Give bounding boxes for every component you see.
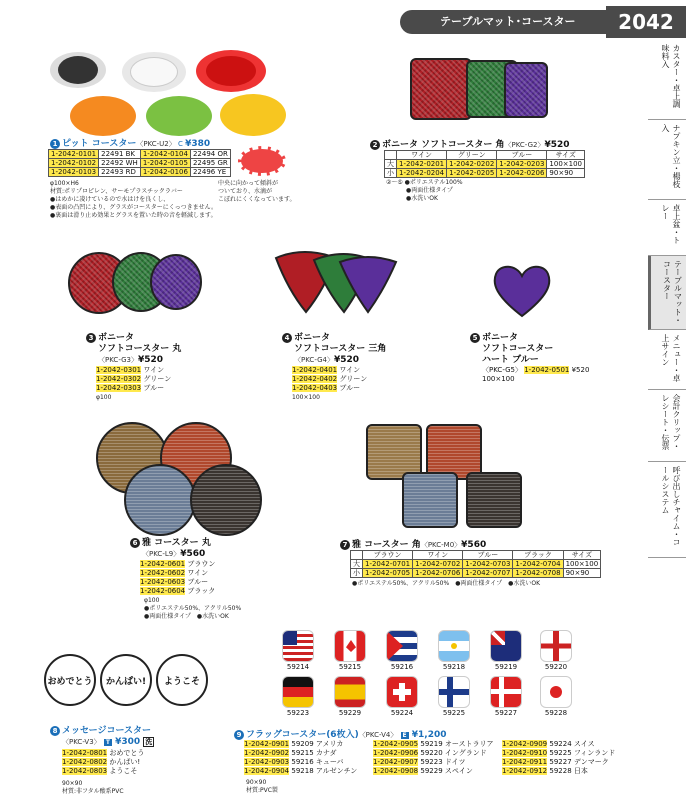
table-row bbox=[351, 560, 601, 569]
sidebar-item-label: 卓上盆・トレー bbox=[661, 204, 681, 244]
sku: 1-2042-0905 bbox=[373, 740, 419, 748]
item4-title bbox=[282, 333, 386, 366]
item-name: ボニータ bbox=[98, 333, 135, 343]
table-header: ブラウン bbox=[363, 551, 413, 560]
item9-notes bbox=[246, 779, 278, 795]
item1-notes bbox=[50, 180, 217, 220]
message-youkoso: ようこそ bbox=[156, 654, 208, 706]
item1-note: ●裏面は滑り止め効果とグラスを置いた時の音を軽減します。 bbox=[50, 212, 217, 219]
item-name: ボニータ bbox=[482, 333, 519, 343]
item-code: 〈PKC-G2〉 bbox=[504, 141, 545, 149]
flag-code: 59220 bbox=[544, 663, 568, 671]
table-cell: 90×90 bbox=[563, 569, 601, 578]
table-cell: 小 bbox=[385, 169, 397, 178]
item5-row bbox=[482, 366, 589, 384]
note-line: ●ポリエステル50%、アクリル50% bbox=[144, 605, 242, 612]
sku: 1-2042-0302 bbox=[96, 375, 142, 383]
table-cell: 1-2042-0701 bbox=[363, 560, 413, 569]
flag-coaster bbox=[334, 676, 366, 708]
item1-note: ●表面の凸凹により、グラスがコースターにくっつきません。 bbox=[50, 204, 217, 211]
coaster-ye bbox=[220, 94, 286, 136]
item-price: ¥380 bbox=[185, 139, 211, 149]
variant: ブルー bbox=[187, 578, 209, 586]
table-row bbox=[351, 569, 601, 578]
sku: 1-2042-0802 bbox=[62, 758, 108, 766]
coaster-blue-square bbox=[504, 62, 548, 118]
item-price: ¥1,200 bbox=[411, 730, 447, 740]
flag-code: 59214 bbox=[286, 663, 310, 671]
item1-material: 材質:ポリプロピレン、サーモプラスチックラバー bbox=[50, 188, 183, 195]
table-cell: 1-2042-0707 bbox=[463, 569, 513, 578]
table-cell: 1-2042-0204 bbox=[397, 169, 447, 178]
table-header: ブルー bbox=[463, 551, 513, 560]
sidebar-item-caster[interactable] bbox=[648, 40, 686, 120]
item7-notes: ●ポリエステル50%、アクリル50% ●両面仕様タイプ ●水洗いOK bbox=[352, 580, 541, 587]
flag-detail bbox=[387, 631, 403, 661]
item-code: 〈PKC-L9〉 bbox=[142, 550, 181, 558]
flag-detail bbox=[283, 631, 297, 645]
item7-title bbox=[340, 537, 486, 550]
table-cell: 1-2042-0206 bbox=[497, 169, 547, 178]
variant: 59219 オーストラリア bbox=[420, 740, 494, 748]
flag-detail bbox=[447, 677, 453, 707]
item-price: ¥520 bbox=[544, 140, 570, 150]
table-header: サイズ bbox=[563, 551, 601, 560]
table-cell: 100×100 bbox=[547, 160, 585, 169]
table-cell: 1-2042-0205 bbox=[447, 169, 497, 178]
item2-table bbox=[384, 150, 585, 178]
sku: 1-2042-0912 bbox=[502, 767, 548, 775]
side-note-line: ついており、水滴が bbox=[218, 188, 273, 195]
coaster-detail bbox=[238, 146, 286, 176]
flag-coaster bbox=[540, 676, 572, 708]
sidebar-item-chime[interactable] bbox=[648, 462, 686, 558]
item-number: 5 bbox=[470, 333, 480, 343]
sku: 1-2042-0603 bbox=[140, 578, 186, 586]
variant: ブラック bbox=[187, 587, 216, 595]
sku: 1-2042-0604 bbox=[140, 587, 186, 595]
flag-detail bbox=[491, 689, 521, 694]
note-line: ●両面仕様タイプ ●水洗いOK bbox=[144, 613, 229, 620]
variant: グリーン bbox=[143, 375, 172, 383]
table-cell: 1-2042-0102 bbox=[49, 159, 99, 168]
item3-size: φ100 bbox=[96, 394, 112, 401]
item-sku: 1-2042-0501 bbox=[524, 366, 570, 374]
flag-detail bbox=[550, 686, 562, 698]
item-number: 2 bbox=[370, 140, 380, 150]
flag-code: 59224 bbox=[390, 709, 414, 717]
variant: 59216 キューバ bbox=[291, 758, 344, 766]
page-header bbox=[0, 0, 686, 38]
variant: 59224 スイス bbox=[549, 740, 595, 748]
variant: ブルー bbox=[339, 384, 361, 392]
note-line: ●両面仕様タイプ bbox=[406, 187, 453, 194]
page-number: 2042 bbox=[606, 6, 686, 38]
item1-spec: φ100×H6 bbox=[50, 180, 79, 187]
sku: 1-2042-0902 bbox=[244, 749, 290, 757]
flag-coaster bbox=[386, 630, 418, 662]
sku: 1-2042-0903 bbox=[244, 758, 290, 766]
table-cell: 22493 RD bbox=[99, 168, 141, 177]
variant: 59209 アメリカ bbox=[291, 740, 344, 748]
item8-rows bbox=[62, 749, 144, 776]
list-item bbox=[373, 758, 498, 767]
item1-title: 1 ピット コースター〈PKC-U2〉 C ¥380 bbox=[50, 136, 210, 149]
list-item bbox=[140, 587, 215, 596]
sku: 1-2042-0803 bbox=[62, 767, 108, 775]
item3-rows bbox=[96, 366, 171, 393]
table-cell: 1-2042-0703 bbox=[463, 560, 513, 569]
table-row bbox=[49, 168, 231, 177]
table-cell: 大 bbox=[385, 160, 397, 169]
item-price: ¥560 bbox=[461, 540, 487, 550]
sku: 1-2042-0904 bbox=[244, 767, 290, 775]
sku: 1-2042-0401 bbox=[292, 366, 338, 374]
table-cell: 22494 OR bbox=[190, 150, 230, 159]
table-cell: 1-2042-0203 bbox=[497, 160, 547, 169]
item-code: 〈PKC-U2〉 bbox=[136, 140, 176, 148]
list-item bbox=[502, 749, 627, 758]
table-cell: 1-2042-0104 bbox=[140, 150, 190, 159]
flag-coaster bbox=[386, 676, 418, 708]
sku: 1-2042-0801 bbox=[62, 749, 108, 757]
item3-title bbox=[86, 333, 181, 366]
note-line: φ100 bbox=[144, 597, 160, 604]
variant: 59220 イングランド bbox=[420, 749, 487, 757]
list-item bbox=[140, 560, 215, 569]
variant: おめでとう bbox=[109, 749, 145, 757]
item9-rows bbox=[244, 740, 627, 776]
sidebar-item-napkin[interactable] bbox=[648, 120, 686, 200]
table-header: ブルー bbox=[497, 151, 547, 160]
list-item bbox=[244, 740, 369, 749]
item-number: 3 bbox=[86, 333, 96, 343]
item-number: 6 bbox=[130, 538, 140, 548]
variant: ワイン bbox=[339, 366, 361, 374]
sku: 1-2042-0907 bbox=[373, 758, 419, 766]
note-line: 材質:PVC製 bbox=[246, 787, 278, 794]
item4-size: 100×100 bbox=[292, 394, 320, 401]
list-item bbox=[292, 375, 367, 384]
wash-icon: 洗 bbox=[145, 738, 153, 746]
item4-rows bbox=[292, 366, 367, 393]
variant: グリーン bbox=[339, 375, 368, 383]
note-line: 材質:非フタル酸系PVC bbox=[62, 788, 124, 795]
list-item bbox=[140, 569, 215, 578]
flag-coaster bbox=[438, 676, 470, 708]
flag-code: 59228 bbox=[544, 709, 568, 717]
list-item bbox=[502, 767, 627, 776]
variant: 59215 カナダ bbox=[291, 749, 337, 757]
list-item bbox=[244, 749, 369, 758]
table-cell: 22492 WH bbox=[99, 159, 141, 168]
round-blue bbox=[150, 254, 202, 310]
item4-image bbox=[274, 250, 400, 320]
table-cell: 1-2042-0202 bbox=[447, 160, 497, 169]
table-row bbox=[385, 160, 585, 169]
item2-title bbox=[370, 137, 570, 150]
table-header: ワイン bbox=[413, 551, 463, 560]
item-code: 〈PKC-G5〉 bbox=[482, 366, 522, 374]
item-name: ボニータ bbox=[294, 333, 331, 343]
table-header: ワイン bbox=[397, 151, 447, 160]
coaster-wine-square bbox=[410, 58, 472, 120]
table-header bbox=[385, 151, 397, 160]
table-cell: 1-2042-0705 bbox=[363, 569, 413, 578]
sidebar-item-label: ナプキン立・楊枝入 bbox=[661, 124, 681, 188]
flag-coaster bbox=[334, 630, 366, 662]
sidebar-item-tray[interactable] bbox=[648, 200, 686, 256]
sku: 1-2042-0601 bbox=[140, 560, 186, 568]
item1-side-note bbox=[218, 180, 296, 204]
sidebar-item-label: 会計クリップ・レシート・伝票 bbox=[661, 394, 681, 450]
item-number: 1 bbox=[50, 139, 60, 149]
list-item bbox=[373, 740, 498, 749]
item-name-sub: ソフトコースター 丸 bbox=[98, 344, 182, 354]
table-header: ブラック bbox=[513, 551, 563, 560]
item8-title bbox=[50, 726, 154, 748]
flag-code: 59219 bbox=[494, 663, 518, 671]
flag-detail bbox=[393, 689, 411, 695]
flag-coaster bbox=[540, 630, 572, 662]
miyabi-black bbox=[190, 464, 262, 536]
variant: 59228 日本 bbox=[549, 767, 588, 775]
coaster-gr bbox=[146, 96, 212, 136]
item-number: 4 bbox=[282, 333, 292, 343]
note-line: 90×90 bbox=[246, 779, 267, 786]
table-cell: 22491 BK bbox=[99, 150, 141, 159]
item-price: ¥300 bbox=[115, 737, 141, 747]
sidebar-item-menu[interactable] bbox=[648, 330, 686, 390]
item-number: 7 bbox=[340, 540, 350, 550]
coaster-bk bbox=[50, 52, 106, 88]
variant: 59225 フィンランド bbox=[549, 749, 616, 757]
sku: 1-2042-0908 bbox=[373, 767, 419, 775]
variant: かんぱい! bbox=[109, 758, 141, 766]
item-name: フラッグコースター(6枚入) bbox=[246, 730, 359, 740]
item5-title bbox=[470, 333, 553, 366]
flag-code: 59218 bbox=[442, 663, 466, 671]
item-name-sub: ソフトコースター 三角 bbox=[294, 344, 387, 354]
flag-code: 59227 bbox=[494, 709, 518, 717]
miyabi-sq-black bbox=[466, 472, 522, 528]
list-item bbox=[96, 375, 171, 384]
table-header: グリーン bbox=[447, 151, 497, 160]
item1-note: ●はめかに凌けているので水はけを良くし、 bbox=[50, 196, 170, 203]
sidebar-item-label: カスター・卓上調味料入 bbox=[661, 44, 681, 108]
table-row bbox=[385, 169, 585, 178]
flag-detail bbox=[491, 631, 505, 645]
variant: 59223 ドイツ bbox=[420, 758, 466, 766]
sku: 1-2042-0910 bbox=[502, 749, 548, 757]
flag-code: 59223 bbox=[286, 709, 310, 717]
message-kanpai: かんぱい! bbox=[100, 654, 152, 706]
variant: ブラウン bbox=[187, 560, 216, 568]
note-line: 90×90 bbox=[62, 780, 83, 787]
sku: 1-2042-0403 bbox=[292, 384, 338, 392]
item6-rows bbox=[140, 560, 215, 596]
page-title: テーブルマット･コースター bbox=[440, 15, 576, 28]
heart-blue bbox=[495, 267, 550, 316]
item9-title bbox=[234, 727, 447, 740]
list-item bbox=[62, 758, 144, 767]
item-code: 〈PKC-G4〉 bbox=[294, 356, 334, 364]
side-note-line: 中央に向かって傾斜が bbox=[218, 180, 279, 187]
item-name: ピット コースター bbox=[62, 139, 137, 149]
list-item bbox=[292, 384, 367, 393]
table-cell: 大 bbox=[351, 560, 363, 569]
sku: 1-2042-0301 bbox=[96, 366, 142, 374]
miyabi-blue bbox=[124, 464, 196, 536]
variant: ワイン bbox=[143, 366, 165, 374]
sku: 1-2042-0602 bbox=[140, 569, 186, 577]
variant: ブルー bbox=[143, 384, 165, 392]
list-item bbox=[373, 749, 498, 758]
table-cell: 1-2042-0201 bbox=[397, 160, 447, 169]
item-name-sub2: ハート ブルー bbox=[482, 355, 539, 365]
item-code: 〈PKC-M0〉 bbox=[420, 541, 462, 549]
list-item bbox=[502, 740, 627, 749]
list-item bbox=[373, 767, 498, 776]
table-cell: 90×90 bbox=[547, 169, 585, 178]
table-cell: 1-2042-0101 bbox=[49, 150, 99, 159]
table-cell: 1-2042-0708 bbox=[513, 569, 563, 578]
item-price: ¥560 bbox=[180, 549, 206, 559]
item-name: 雅 コースター 角 bbox=[352, 540, 421, 550]
table-header: サイズ bbox=[547, 151, 585, 160]
item-price: ¥520 bbox=[333, 355, 360, 365]
item6-notes bbox=[144, 597, 241, 621]
item8-notes bbox=[62, 780, 124, 796]
table-header bbox=[351, 551, 363, 560]
table-cell: 22495 GR bbox=[190, 159, 230, 168]
item-name: 雅 コースター 丸 bbox=[142, 538, 211, 548]
table-row bbox=[49, 150, 231, 159]
table-cell: 1-2042-0704 bbox=[513, 560, 563, 569]
badge-t: T bbox=[105, 739, 110, 746]
flag-coaster bbox=[490, 630, 522, 662]
flag-coaster bbox=[490, 676, 522, 708]
sku: 1-2042-0911 bbox=[502, 758, 548, 766]
list-item bbox=[96, 366, 171, 375]
sku: 1-2042-0909 bbox=[502, 740, 548, 748]
item-name-sub: ソフトコースター bbox=[482, 344, 554, 354]
item-name: メッセージコースター bbox=[62, 726, 152, 736]
item1-table bbox=[48, 149, 231, 177]
flag-detail bbox=[451, 643, 457, 649]
variant: 59227 デンマーク bbox=[549, 758, 609, 766]
message-omedetou: おめでとう bbox=[44, 654, 96, 706]
table-cell: 1-2042-0106 bbox=[140, 168, 190, 177]
variant: ようこそ bbox=[109, 767, 138, 775]
list-item bbox=[502, 758, 627, 767]
item-price: ¥520 bbox=[137, 355, 164, 365]
list-item bbox=[292, 366, 367, 375]
table-cell: 1-2042-0702 bbox=[413, 560, 463, 569]
flag-code: 59225 bbox=[442, 709, 466, 717]
list-item bbox=[96, 384, 171, 393]
variant: 59218 アルゼンチン bbox=[291, 767, 358, 775]
list-item bbox=[244, 758, 369, 767]
item-number: 8 bbox=[50, 726, 60, 736]
sidebar-item-mat[interactable] bbox=[648, 256, 686, 330]
item7-table bbox=[350, 550, 601, 578]
list-item bbox=[62, 767, 144, 776]
flag-code: 59229 bbox=[338, 709, 362, 717]
item6-title bbox=[130, 538, 211, 560]
note-line: ●水洗いOK bbox=[406, 195, 438, 202]
item-code: 〈PKC-V3〉 bbox=[62, 738, 101, 746]
coaster-wh bbox=[122, 52, 186, 92]
item2-notes bbox=[386, 179, 463, 203]
sku: 1-2042-0906 bbox=[373, 749, 419, 757]
table-cell: 小 bbox=[351, 569, 363, 578]
flag-column bbox=[244, 740, 369, 776]
list-item bbox=[62, 749, 144, 758]
list-item bbox=[140, 578, 215, 587]
variant: ワイン bbox=[187, 569, 209, 577]
sku: 1-2042-0402 bbox=[292, 375, 338, 383]
sidebar-item-label: テーブルマット・コースター bbox=[662, 260, 683, 324]
note-line: ②～⑤ ●ポリエステル100% bbox=[386, 179, 463, 186]
flag-column bbox=[502, 740, 627, 776]
item-code: 〈PKC-V4〉 bbox=[358, 731, 398, 739]
flag-coaster bbox=[282, 630, 314, 662]
flag-code: 59216 bbox=[390, 663, 414, 671]
side-note-line: こぼれにくくなっています。 bbox=[218, 196, 296, 203]
flag-coaster bbox=[438, 630, 470, 662]
flag-code: 59215 bbox=[338, 663, 362, 671]
item5-size: 100×100 bbox=[482, 375, 515, 383]
item-code: 〈PKC-G3〉 bbox=[98, 356, 138, 364]
table-row bbox=[49, 159, 231, 168]
item5-image bbox=[490, 262, 554, 320]
coaster-or bbox=[70, 96, 136, 136]
list-item bbox=[244, 767, 369, 776]
flag-coaster bbox=[282, 676, 314, 708]
sidebar-item-label: 呼び出しチャイム・コールシステム bbox=[661, 466, 681, 546]
sku: 1-2042-0303 bbox=[96, 384, 142, 392]
table-cell: 1-2042-0103 bbox=[49, 168, 99, 177]
sidebar-item-clip[interactable] bbox=[648, 390, 686, 462]
badge-e: E bbox=[402, 732, 407, 739]
coaster-rd bbox=[196, 50, 266, 92]
table-cell: 22496 YE bbox=[190, 168, 230, 177]
miyabi-sq-blue bbox=[402, 472, 458, 528]
item-name: ボニータ ソフトコースター 角 bbox=[382, 140, 505, 150]
variant: 59229 スペイン bbox=[420, 767, 473, 775]
item-number: 9 bbox=[234, 730, 244, 740]
flag-detail bbox=[346, 640, 356, 652]
table-cell: 100×100 bbox=[563, 560, 601, 569]
table-cell: 1-2042-0105 bbox=[140, 159, 190, 168]
sidebar-item-label: メニュー・卓上サイン bbox=[661, 334, 681, 382]
sku: 1-2042-0901 bbox=[244, 740, 290, 748]
table-cell: 1-2042-0706 bbox=[413, 569, 463, 578]
flag-column bbox=[373, 740, 498, 776]
item-price: ¥520 bbox=[571, 366, 590, 374]
